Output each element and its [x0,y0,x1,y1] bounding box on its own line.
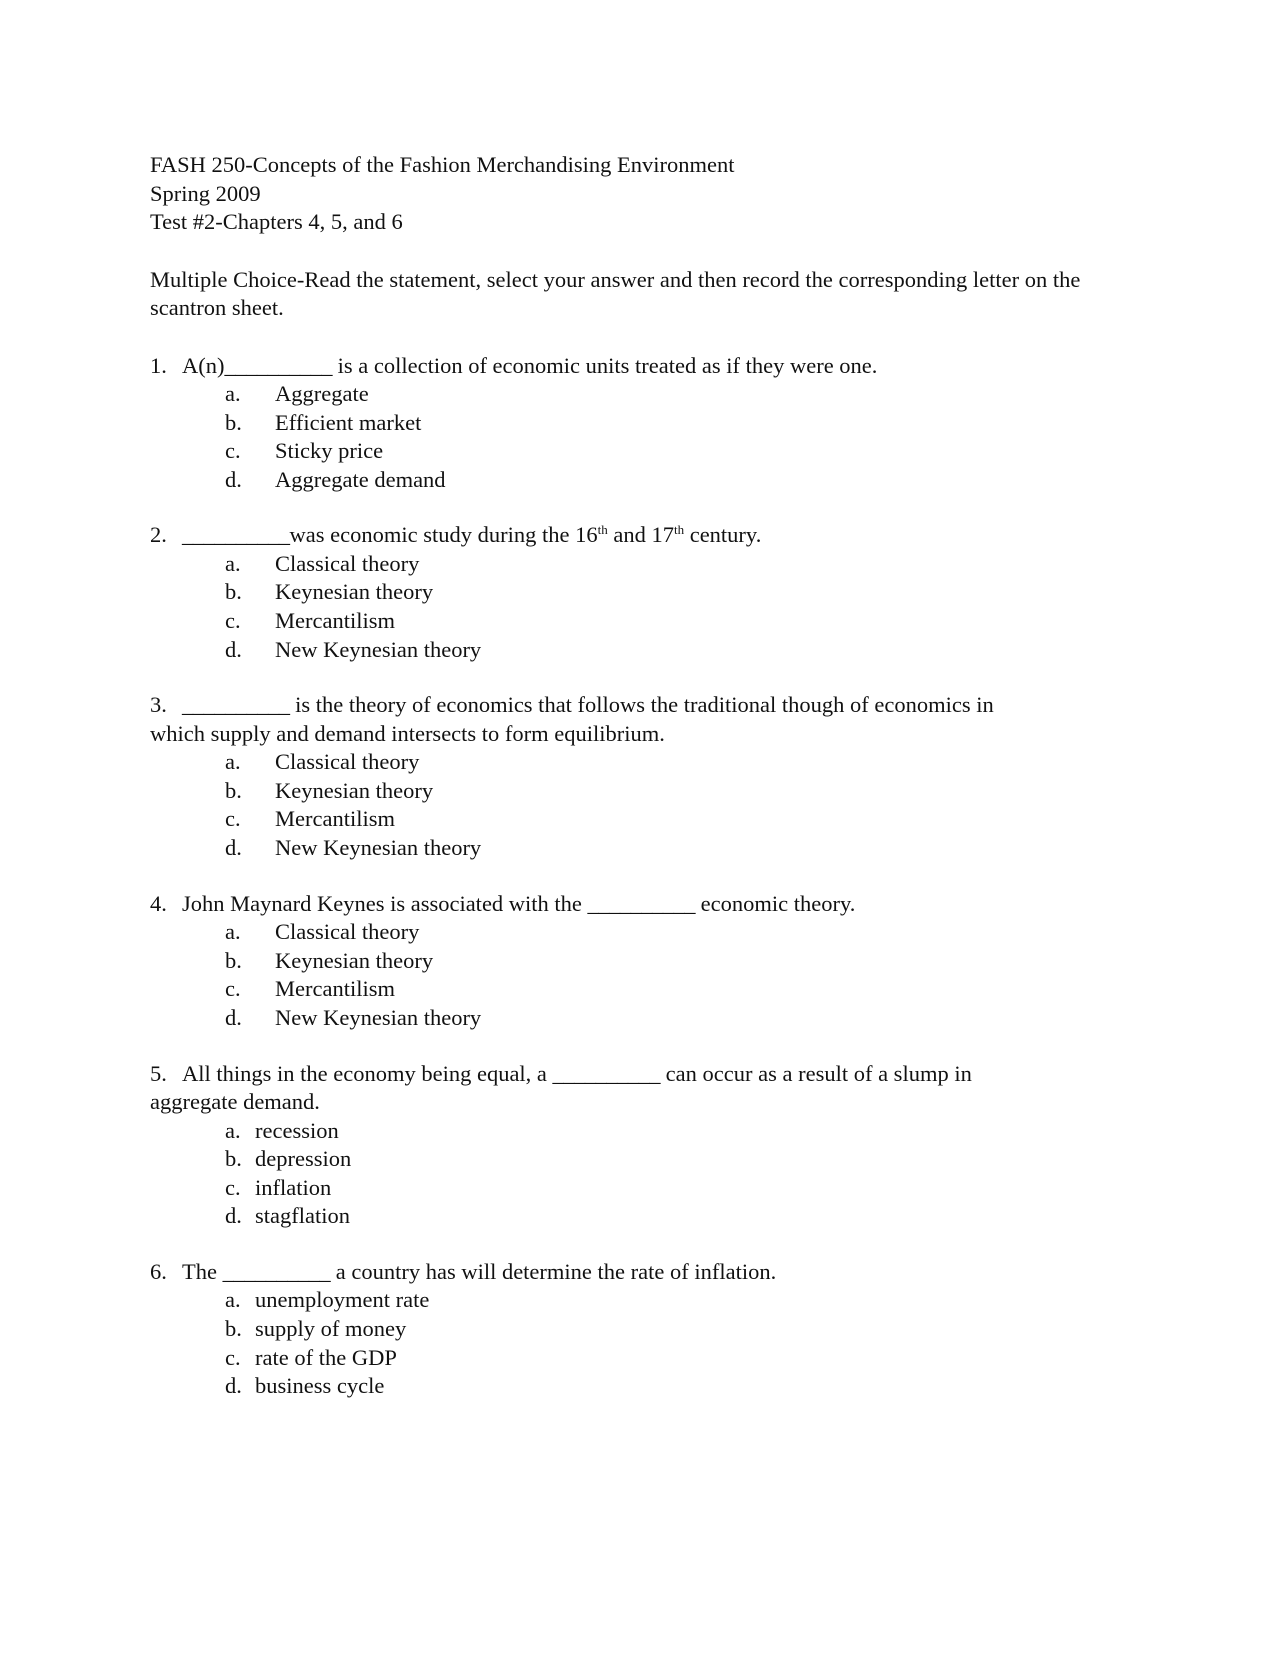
question-stem: 6. The __________ a country has will determine the rate of inflation. [150,1258,1150,1287]
question-1 [150,352,1150,495]
option-c: c. Mercantilism [225,806,395,832]
option-d: d. Aggregate demand [225,466,446,492]
question-6 [150,1258,1150,1401]
answer-blank: __________ [224,352,332,378]
option-b: b. supply of money [225,1315,407,1341]
option-b: b. Keynesian theory [225,579,434,605]
answer-blank: __________ [552,1060,661,1086]
question-3 [150,691,1150,862]
option-c: c. Mercantilism [225,976,395,1002]
question-4 [150,890,1150,1033]
option-c: c. inflation [225,1174,332,1200]
option-d: d. New Keynesian theory [225,636,482,662]
option-c: c. Mercantilism [225,608,395,634]
answer-blank: __________ [182,522,290,548]
option-a: a. Classical theory [225,749,420,775]
option-a: a. unemployment rate [225,1287,430,1313]
question-stem: 3. __________ is the theory of economics that follows the traditional though of economics in [150,691,1150,720]
answer-blank: __________ [222,1258,331,1284]
question-number: 5. [150,1060,167,1086]
option-d: d. stagflation [225,1203,350,1229]
question-number: 6. [150,1258,167,1284]
question-stem: 4. John Maynard Keynes is associated with the __________ economic theory. [150,890,1150,919]
question-stem: 2. __________was economic study during the 16th and 17th century. [150,521,1150,550]
test-title: Test #2-Chapters 4, 5, and 6 [150,209,403,234]
question-5 [150,1060,1150,1231]
option-c: c. rate of the GDP [225,1344,397,1370]
question-stem: 1. A(n)__________ is a collection of economic units treated as if they were one. [150,352,1150,381]
option-d: d. New Keynesian theory [225,835,482,861]
option-d: d. New Keynesian theory [225,1004,482,1030]
instructions: Multiple Choice-Read the statement, select your answer and then record the corresponding letter on the scantron sheet. [150,266,1081,320]
question-number: 3. [150,692,167,718]
answer-blank: __________ [182,692,290,718]
question-number: 4. [150,890,167,916]
question-stem-continuation: which supply and demand intersects to form equilibrium. [150,720,665,746]
term: Spring 2009 [150,180,261,206]
question-number: 1. [150,352,167,378]
option-b: b. depression [225,1146,352,1172]
option-b: b. Keynesian theory [225,947,434,973]
option-b: b. Keynesian theory [225,777,434,803]
option-c: c. Sticky price [225,438,384,464]
option-a: a. Classical theory [225,550,420,576]
option-d: d. business cycle [225,1373,385,1399]
answer-blank: __________ [587,890,696,916]
option-a: a. recession [225,1117,339,1143]
option-a: a. Aggregate [225,381,369,406]
question-stem: 5. All things in the economy being equal, a __________ can occur as a result of a slump in [150,1060,1150,1089]
question-number: 2. [150,522,167,548]
question-stem-continuation: aggregate demand. [150,1089,320,1114]
course-title: FASH 250-Concepts of the Fashion Merchandising Environment [150,152,735,177]
question-2 [150,521,1150,664]
option-b: b. Efficient market [225,409,422,435]
option-a: a. Classical theory [225,919,420,945]
test-page [150,151,1150,1401]
